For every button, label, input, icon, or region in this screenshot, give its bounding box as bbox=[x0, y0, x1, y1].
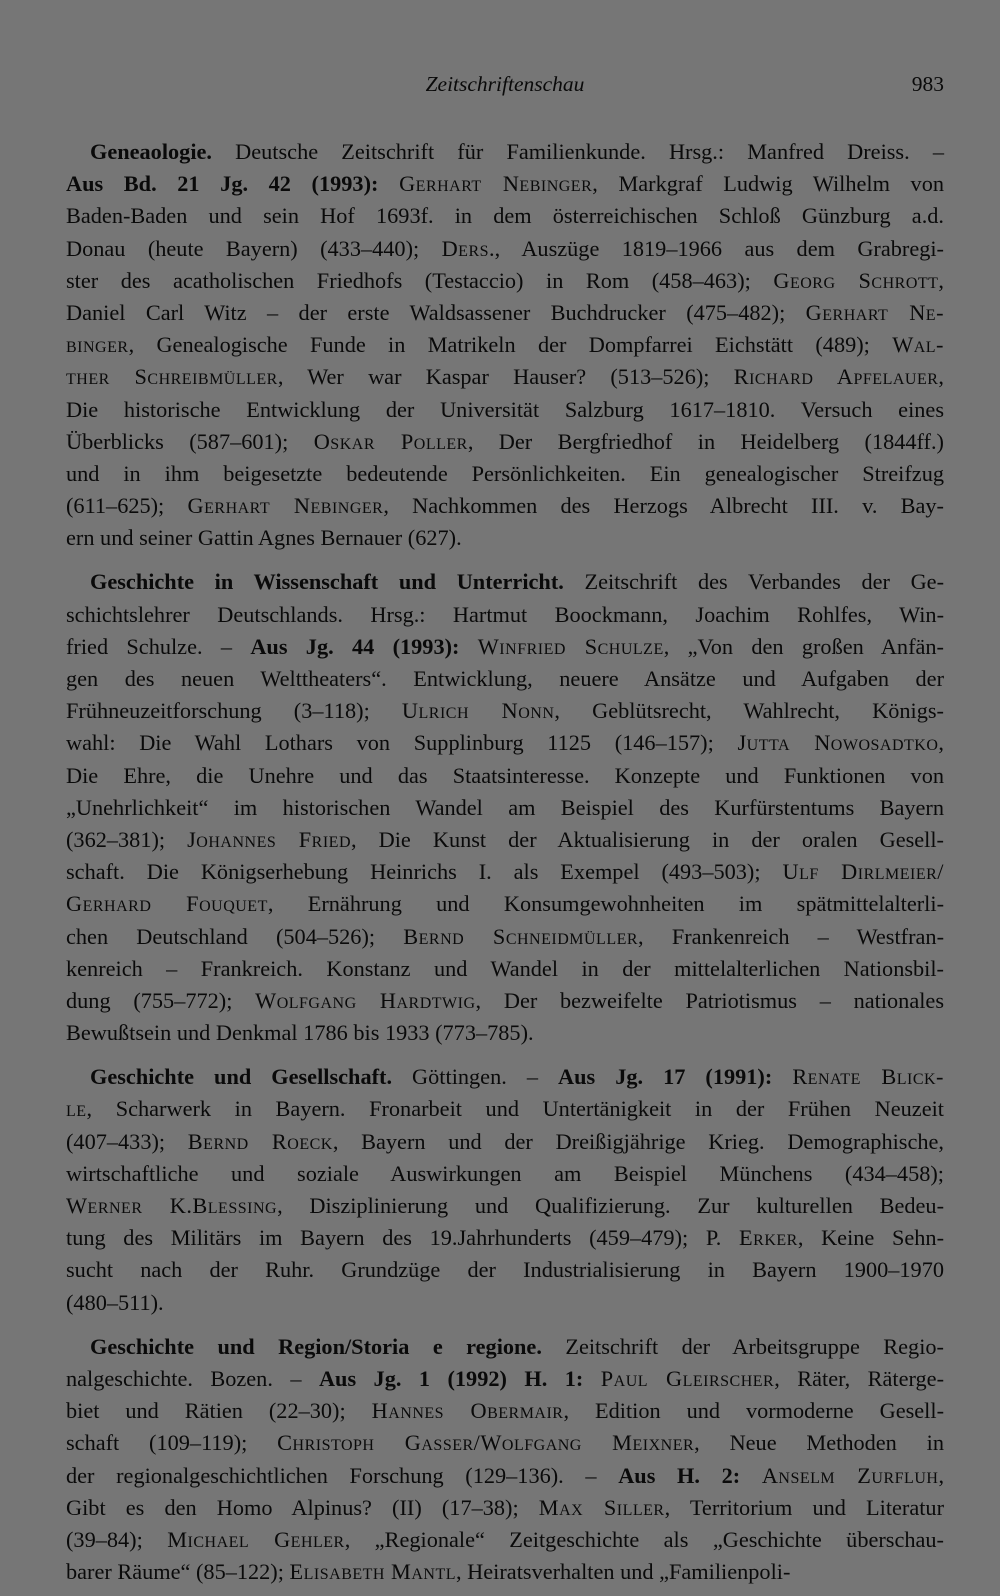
author-name: Ulrich Nonn bbox=[401, 698, 555, 724]
author-name: Ulf Dirlmeier/ bbox=[782, 859, 944, 885]
text-line bbox=[66, 953, 944, 985]
text-line bbox=[66, 856, 944, 888]
text-run: wirtschaftliche und soziale Auswirkungen am Beispiel Münchens (434–458); bbox=[66, 1160, 944, 1186]
text-line bbox=[66, 792, 944, 824]
author-name: Anselm Zurfluh bbox=[761, 1462, 939, 1488]
text-line bbox=[66, 1427, 944, 1459]
text-line bbox=[66, 394, 944, 426]
text-run: , Territorium und Literatur bbox=[664, 1494, 945, 1520]
text-line bbox=[66, 1126, 944, 1158]
text-line bbox=[66, 522, 944, 554]
bold-run: Aus Jg. 1 (1992) H. 1: bbox=[318, 1365, 584, 1391]
author-name: Ders bbox=[441, 235, 490, 261]
text-run: , Frankenreich – Westfran- bbox=[638, 923, 944, 949]
text-line bbox=[66, 824, 944, 856]
text-run: , Wer war Kaspar Hauser? (513–526); bbox=[277, 364, 734, 390]
author-name: Bernd Schneidmüller bbox=[403, 923, 639, 949]
author-name: le bbox=[66, 1096, 87, 1122]
author-name: Paul Gleirscher bbox=[600, 1365, 775, 1391]
text-run: schaft. Die Königserhebung Heinrichs I. als Exempel (493–503); bbox=[66, 859, 783, 885]
author-name: Gerhard Fouquet bbox=[66, 891, 268, 917]
running-title: Zeitschriftenschau bbox=[425, 72, 585, 96]
text-line bbox=[66, 1254, 944, 1286]
text-run: (611–625); bbox=[66, 493, 188, 519]
text-line bbox=[66, 1556, 944, 1588]
text-run: Baden-Baden und sein Hof 1693f. in dem österreichischen Schloß Günzburg a.d. bbox=[66, 203, 944, 229]
text-run: kenreich – Frankreich. Konstanz und Wandel in der mittelalterlichen Nationsbil- bbox=[66, 955, 944, 981]
text-run: chen Deutschland (504–526); bbox=[66, 923, 404, 949]
text-run: biet und Rätien (22–30); bbox=[66, 1398, 372, 1424]
text-line bbox=[66, 1017, 944, 1049]
text-run: Zeitschrift der Arbeitsgruppe Regio- bbox=[541, 1333, 944, 1359]
text-run: Göttingen. – bbox=[392, 1064, 558, 1090]
text-run: , bbox=[938, 267, 944, 293]
text-run: Die historische Entwicklung der Universität Salzburg 1617–1810. Versuch eines bbox=[66, 396, 944, 422]
author-name: Hannes Obermair bbox=[371, 1398, 564, 1424]
author-name: Max Siller bbox=[538, 1494, 665, 1520]
text-line bbox=[66, 265, 944, 297]
author-name: Christoph Gasser/Wolfgang Meixner bbox=[277, 1430, 695, 1456]
text-run: und in ihm beigesetzte bedeutende Persönlichkeiten. Ein genealogischer Streifzug bbox=[66, 460, 944, 486]
author-name: Werner K.Blessing bbox=[66, 1193, 278, 1218]
text-run: Deutsche Zeitschrift für Familienkunde. Hrsg.: Manfred Dreiss. – bbox=[212, 139, 944, 164]
text-run: , bbox=[938, 364, 944, 390]
bold-run: Aus Bd. 21 Jg. 42 (1993): bbox=[66, 171, 379, 197]
author-name: Renate Blick- bbox=[792, 1064, 944, 1090]
text-run: tung des Militärs im Bayern des 19.Jahrhunderts (459–479); P. bbox=[66, 1225, 740, 1251]
text-run: , bbox=[938, 1462, 945, 1488]
text-line bbox=[66, 1093, 944, 1125]
author-name: Wal- bbox=[892, 332, 944, 358]
text-run: , Scharwerk in Bayern. Fronarbeit und Untertänigkeit in der Frühen Neuzeit bbox=[86, 1096, 944, 1122]
text-run bbox=[740, 1463, 762, 1488]
text-line bbox=[66, 1460, 944, 1492]
text-run: gen des neuen Welttheaters“. Entwicklung, neuere Ansätze und Aufgaben der bbox=[66, 666, 944, 691]
text-line bbox=[66, 490, 944, 522]
text-line bbox=[66, 426, 944, 458]
author-name: Gerhart Ne- bbox=[805, 299, 944, 325]
text-run: , Neue Methoden in bbox=[694, 1430, 944, 1456]
text-run: , Bayern und der Dreißigjährige Krieg. Demographische, bbox=[332, 1128, 944, 1154]
text-line bbox=[66, 168, 944, 200]
running-header bbox=[66, 72, 944, 106]
text-run: ern und seiner Gattin Agnes Bernauer (627). bbox=[66, 525, 462, 551]
text-run: Gibt es den Homo Alpinus? (II) (17–38); bbox=[66, 1494, 539, 1520]
text-line bbox=[66, 361, 944, 393]
text-run: barer Räume“ (85–122); bbox=[66, 1559, 290, 1585]
text-line bbox=[66, 727, 944, 759]
bold-run: Geneaologie. bbox=[90, 139, 212, 164]
text-run: (362–381); bbox=[66, 826, 188, 852]
text-run: nalgeschichte. Bozen. – bbox=[66, 1365, 319, 1391]
text-line bbox=[66, 985, 944, 1017]
text-line bbox=[66, 631, 944, 663]
author-name: Winfried Schulze bbox=[477, 633, 664, 659]
text-run: Daniel Carl Witz – der erste Waldsassener Buchdrucker (475–482); bbox=[66, 299, 806, 325]
text-run: , Nachkommen des Herzogs Albrecht III. v. Bay- bbox=[383, 493, 944, 519]
paragraph-gap bbox=[66, 554, 944, 566]
text-line bbox=[66, 599, 944, 631]
text-run bbox=[459, 634, 477, 659]
text-run: , Räter, Rätergе- bbox=[774, 1365, 945, 1391]
page-number: 983 bbox=[911, 72, 944, 96]
bold-run: Geschichte und Gesellschaft. bbox=[90, 1064, 393, 1090]
text-line bbox=[66, 1395, 944, 1427]
text-line bbox=[66, 1287, 944, 1319]
author-name: Gerhart Nebinger bbox=[399, 171, 593, 197]
text-line bbox=[66, 888, 944, 920]
text-run: , Der Bergfriedhof in Heidelberg (1844ff.) bbox=[467, 428, 944, 454]
bold-run: Geschichte in Wissenschaft und Unterricht. bbox=[90, 569, 564, 595]
bold-run: Aus Jg. 17 (1991): bbox=[558, 1064, 773, 1090]
text-run: , bbox=[938, 730, 944, 756]
text-run: , Der bezweifelte Patriotismus – nationales bbox=[475, 987, 944, 1013]
text-run: sucht nach der Ruhr. Grundzüge der Industrialisierung in Bayern 1900–1970 bbox=[66, 1257, 944, 1283]
paragraph bbox=[66, 1061, 944, 1319]
bold-run: Aus H. 2: bbox=[618, 1462, 741, 1488]
text-line bbox=[66, 663, 944, 695]
text-run: , Disziplinierung und Qualifizierung. Zur kulturellen Bedeu- bbox=[277, 1193, 944, 1218]
author-name: binger bbox=[66, 332, 129, 358]
text-run: , Ernährung und Konsumgewohnheiten im spätmittelalterli- bbox=[267, 891, 945, 917]
text-run: wahl: Die Wahl Lothars von Supplinburg 1125 (146–157); bbox=[66, 730, 738, 756]
text-run: Zeitschrift des Verbandes der Ge- bbox=[563, 569, 944, 595]
text-run: , „Von den großen Anfän- bbox=[663, 633, 944, 659]
text-line bbox=[66, 1524, 944, 1556]
text-run: der regionalgeschichtlichen Forschung (129–136). – bbox=[66, 1462, 619, 1488]
text-run: schaft (109–119); bbox=[66, 1430, 278, 1456]
text-line bbox=[66, 1158, 944, 1190]
text-run: (480–511). bbox=[66, 1289, 164, 1315]
text-line bbox=[66, 1331, 944, 1363]
text-line bbox=[66, 1222, 944, 1254]
text-run: , Genealogische Funde in Matrikeln der Dompfarrei Eichstätt (489); bbox=[128, 332, 893, 358]
text-line bbox=[66, 1363, 944, 1395]
author-name: Richard Apfelauer bbox=[733, 364, 939, 390]
text-run: ., Auszüge 1819–1966 aus dem Grabregi- bbox=[489, 235, 944, 261]
author-name: Michael Gehler bbox=[167, 1526, 345, 1552]
bold-run: Aus Jg. 44 (1993): bbox=[250, 633, 460, 659]
text-run: , Heiratsverhalten und „Familienpoli- bbox=[456, 1559, 791, 1585]
author-name: Bernd Roeck bbox=[187, 1128, 333, 1154]
text-run: schichtslehrer Deutschlands. Hrsg.: Hartmut Boockmann, Joachim Rohlfes, Win- bbox=[66, 601, 944, 627]
text-line bbox=[66, 566, 944, 598]
text-line bbox=[66, 458, 944, 490]
text-line bbox=[66, 233, 944, 265]
text-run: , Edition und vormoderne Gesell- bbox=[563, 1398, 944, 1424]
author-name: Jutta Nowosadtko bbox=[737, 730, 939, 756]
author-name: Gerhart Nebinger bbox=[187, 493, 384, 519]
text-run bbox=[378, 171, 399, 196]
author-name: Wolfgang Hardtwig bbox=[255, 987, 476, 1013]
text-line bbox=[66, 200, 944, 232]
bold-run: Geschichte und Region/Storia e regione. bbox=[90, 1333, 542, 1359]
text-run: Donau (heute Bayern) (433–440); bbox=[66, 235, 442, 261]
author-name: ther Schreibmüller bbox=[66, 364, 278, 390]
text-run: , Markgraf Ludwig Wilhelm von bbox=[592, 171, 944, 197]
paragraph bbox=[66, 136, 944, 554]
text-run bbox=[583, 1366, 600, 1391]
text-run: ster des acatholischen Friedhofs (Testaccio) in Rom (458–463); bbox=[66, 267, 774, 293]
text-run: „Unehrlichkeit“ im historischen Wandel am Beispiel des Kurfürstentums Bayern bbox=[66, 794, 944, 820]
author-name: Elisabeth Mantl bbox=[289, 1559, 457, 1585]
text-run: Überblicks (587–601); bbox=[66, 428, 314, 454]
author-name: Erker bbox=[739, 1225, 798, 1251]
text-line bbox=[66, 1061, 944, 1093]
text-line bbox=[66, 921, 944, 953]
paragraph-gap bbox=[66, 1049, 944, 1061]
text-line bbox=[66, 695, 944, 727]
text-run: fried Schulze. – bbox=[66, 633, 251, 659]
text-run: Frühneuzeitforschung (3–118); bbox=[66, 698, 402, 724]
author-name: Georg Schrott bbox=[773, 267, 939, 293]
text-line bbox=[66, 329, 944, 361]
paragraph bbox=[66, 566, 944, 1049]
text-run: dung (755–772); bbox=[66, 987, 256, 1013]
text-run: , Keine Sehn- bbox=[797, 1225, 944, 1251]
text-run: , Geblütsrecht, Wahlrecht, Königs- bbox=[554, 698, 944, 724]
paragraph-gap bbox=[66, 1319, 944, 1331]
author-name: Oskar Poller bbox=[313, 428, 468, 454]
text-run: , Die Kunst der Aktualisierung in der oralen Gesell- bbox=[351, 826, 944, 852]
text-run: (407–433); bbox=[66, 1128, 188, 1154]
text-run: Die Ehre, die Unehre und das Staatsinteresse. Konzepte und Funktionen von bbox=[66, 762, 944, 788]
text-line bbox=[66, 297, 944, 329]
text-line bbox=[66, 136, 944, 168]
text-line bbox=[66, 1190, 944, 1222]
text-body bbox=[66, 136, 944, 1588]
text-run: , „Regionale“ Zeitgeschichte als „Geschichte überschau- bbox=[344, 1526, 944, 1552]
paragraph bbox=[66, 1331, 944, 1589]
text-run: (39–84); bbox=[66, 1526, 168, 1552]
author-name: Johannes Fried bbox=[187, 826, 352, 852]
text-line bbox=[66, 760, 944, 792]
text-run bbox=[772, 1064, 792, 1089]
text-run: Bewußtsein und Denkmal 1786 bis 1933 (773–785). bbox=[66, 1020, 534, 1046]
text-line bbox=[66, 1492, 944, 1524]
